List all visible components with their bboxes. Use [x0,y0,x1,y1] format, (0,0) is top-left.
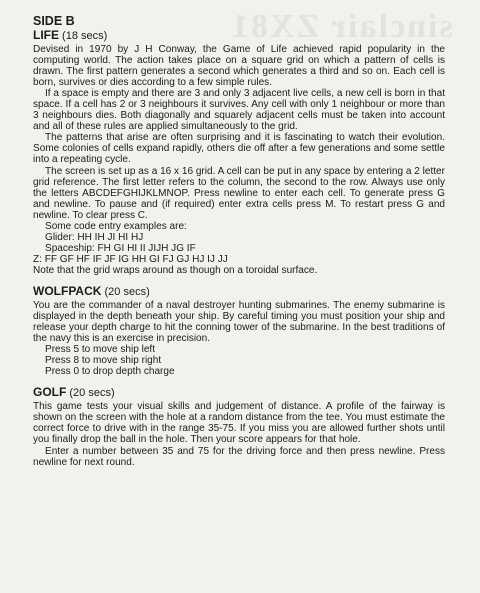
section-duration: (20 secs) [66,387,115,400]
wolfpack-paragraph-1: You are the commander of a naval destroyer hunting submarines. The enemy submarine is displayed in the depth beneath your ship. By careful timing you must position your ship and release your depth charge to hit the conning tower of the submarine. In the best traditions of the navy this is an exercise in precision. [33,299,445,345]
section-name: GOLF [33,385,67,400]
section-name: LIFE [33,28,59,42]
section-duration: (20 secs) [101,285,150,298]
wolfpack-key-left: Press 5 to move ship left [45,344,156,356]
section-name: WOLFPACK [33,283,102,298]
instruction-sheet [33,14,445,468]
life-paragraph-2: If a space is empty and there are 3 and only 3 adjacent live cells, a new cell is born in that space. If a cell has 2 or 3 neighbours it survives. Any cell with only 1 neighbour or more than 3 neighbours dies. Both diagonally and squarely adjacent cells must be taken into account and all of these rules are applied simultaneously to the grid. [33,88,445,133]
section-duration: (18 secs) [59,30,108,42]
wolfpack-key-right: Press 8 to move ship right [45,355,162,367]
side-label: SIDE B [33,14,75,28]
section-title-golf [33,385,445,401]
section-title-life [33,28,445,44]
wolfpack-key-drop: Press 0 to drop depth charge [45,366,175,378]
golf-paragraph-1: This game tests your visual skills and judgement of distance. A profile of the fairway is shown on the screen with the hole at a random distance from the tee. You must estimate the correct force to drive with in the range 35-75. If you miss you are allowed further shots until you finally drop the ball in the hole. Then your score appears for that hole. [33,401,445,446]
golf-paragraph-2: Enter a number between 35 and 75 for the driving force and then press newline. Press newline for next round. [33,445,445,468]
life-example-z: Z: FF GF HF IF JF IG HH GI FJ GJ HJ IJ JJ [33,253,228,265]
life-examples-intro: Some code entry examples are: [45,220,187,232]
life-example-glider: Glider: HH IH JI HI HJ [45,231,144,243]
life-paragraph-1: Devised in 1970 by J H Conway, the Game of Life achieved rapid popularity in the computing world. The action takes place on a square grid on which a pattern of cells is drawn. The first pattern generates a second which generates a third and so on. Each cell is born, survives or dies according to a few simple rules. [33,44,445,89]
life-example-spaceship: Spaceship: FH GI HI II JIJH JG IF [45,242,196,254]
section-title-wolfpack [33,284,445,300]
show-through-logo: sinclair ZX81 [230,8,453,45]
life-note: Note that the grid wraps around as though on a toroidal surface. [33,264,318,276]
life-paragraph-4: The screen is set up as a 16 x 16 grid. A cell can be put in any space by entering a 2 letter grid reference. The first letter refers to the column, the second to the row. Always use only the letters ABCDEFGHIJKLMNOP. Press newline to enter each cell. To generate press G and newline. To pause and (if required) enter extra cells press M. To restart press G and newline. To clear press C. [33,165,445,221]
life-paragraph-3: The patterns that arise are often surprising and it is fascinating to watch their evolution. Some colonies of cells expand rapidly, others die off after a few generations and some settle into a repeating cycle. [33,132,445,166]
